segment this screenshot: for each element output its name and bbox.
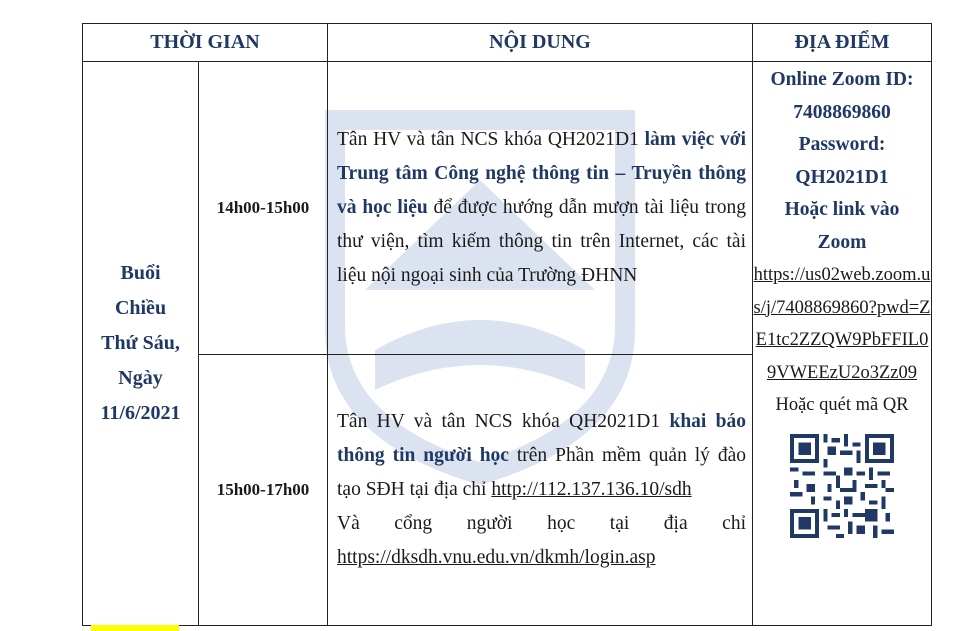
header-time: THỜI GIAN xyxy=(83,24,328,62)
content-text: trên Phần mềm quản lý đào tạo SĐH tại địa chỉ xyxy=(337,445,746,500)
content-cell-2 xyxy=(328,355,753,626)
content-bold: làm việc với Trung tâm Công nghệ thông tin – Truyền thông và học liệu xyxy=(337,129,746,218)
content-text: Và cổng người học tại địa chỉ xyxy=(337,513,746,534)
password: QH2021D1 xyxy=(795,166,889,188)
session-cell xyxy=(83,62,199,626)
or-link-text: Hoặc link vào xyxy=(784,199,900,220)
zoom-link[interactable]: https://us02web.zoom.us/j/7408869860?pwd=ZE1tc2ZZQW9PbFFIL09VWEEzU2o3Zz09 xyxy=(753,265,931,383)
zoom-label: Zoom xyxy=(817,231,867,253)
qr-code-icon[interactable] xyxy=(790,434,894,538)
content-cell-1 xyxy=(328,62,753,355)
content-text: Tân HV và tân NCS khóa QH2021D1 xyxy=(337,411,670,432)
time-slot-1: 14h00-15h00 xyxy=(199,62,328,355)
header-row xyxy=(83,24,932,62)
dkmh-link[interactable]: https://dksdh.vnu.edu.vn/dkmh/login.asp xyxy=(337,547,656,568)
table-row xyxy=(83,62,932,355)
location-cell xyxy=(753,62,932,626)
content-text: để được hướng dẫn mượn tài liệu trong thư viện, tìm kiếm thông tin trên Internet, các tài liệu nội ngoại sinh của Trường ĐHNN xyxy=(337,197,746,286)
content-text: Tân HV và tân NCS khóa QH2021D1 xyxy=(337,129,645,150)
header-location: ĐỊA ĐIỂM xyxy=(753,24,932,62)
session-line: Chiều xyxy=(114,297,167,319)
time-slot-2: 15h00-17h00 xyxy=(199,355,328,626)
content-bold: khai báo thông tin người học xyxy=(337,411,746,466)
session-line: Thứ Sáu, xyxy=(101,332,180,354)
password-label: Password: xyxy=(798,134,886,155)
schedule-table xyxy=(82,23,932,626)
highlight-mark xyxy=(91,625,179,631)
session-line: Buổi xyxy=(120,262,161,284)
header-content: NỘI DUNG xyxy=(328,24,753,62)
session-line: Ngày xyxy=(118,367,163,389)
zoom-id: 7408869860 xyxy=(793,101,891,123)
zoom-id-label: Online Zoom ID: xyxy=(770,69,914,90)
session-date: 11/6/2021 xyxy=(100,402,181,424)
sdh-link[interactable]: http://112.137.136.10/sdh xyxy=(491,479,692,500)
or-qr-text: Hoặc quét mã QR xyxy=(775,395,909,415)
